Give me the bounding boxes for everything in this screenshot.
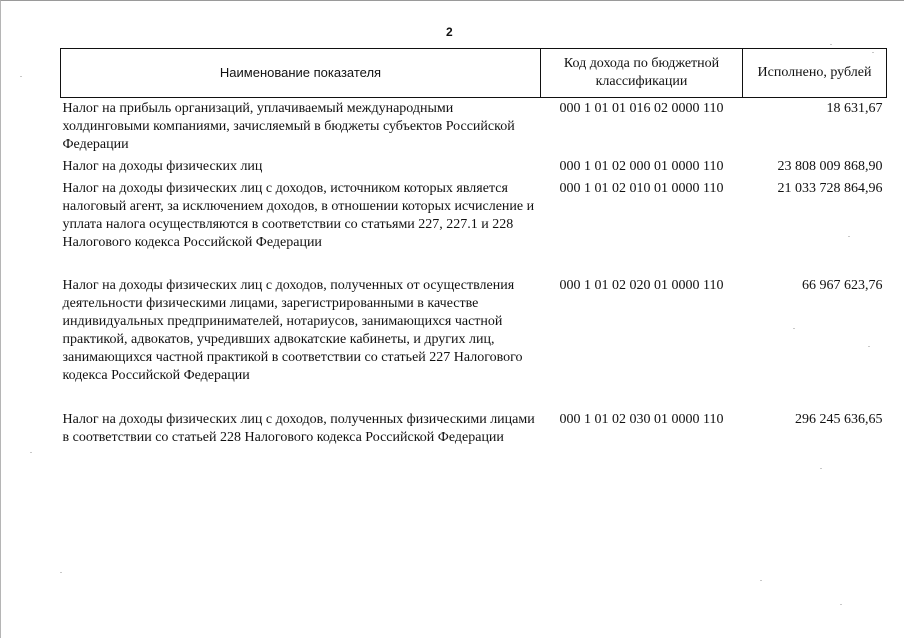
table-row: [61, 98, 887, 157]
row-code: 000 1 01 02 030 01 0000 110: [559, 412, 724, 427]
scan-speck: [30, 452, 32, 453]
row-amount: 18 631,67: [826, 101, 883, 116]
header-executed-amount: Исполнено, рублей: [743, 49, 887, 98]
table-row: [61, 178, 887, 275]
row-name: Налог на доходы физических лиц: [62, 159, 263, 174]
revenue-table: [60, 48, 887, 467]
scan-speck: [60, 572, 62, 573]
row-name: Налог на доходы физических лиц с доходов, полученных от осуществления деятельности физическими лицами, зарегистрированными в качестве индивидуальных предпринимателей, нотариусов, занимающихся частной практикой, адвокатов, учредивших адвокатские кабинеты, и других лиц, занимающихся частной практикой в соответствии со статьей 227 Налогового кодекса Российской Федерации: [62, 278, 523, 383]
scan-speck: [840, 604, 842, 605]
row-name: Налог на доходы физических лиц с доходов, полученных физическими лицами в соответствии со статьей 228 Налогового кодекса Российской Федерации: [62, 412, 535, 445]
row-code: 000 1 01 02 020 01 0000 110: [559, 278, 724, 293]
scan-speck: [760, 580, 762, 581]
table-row: [61, 275, 887, 409]
table-row: [61, 156, 887, 178]
row-amount: 23 808 009 868,90: [777, 159, 883, 174]
scan-speck: [793, 328, 795, 329]
row-name: Налог на доходы физических лиц с доходов, источником которых является налоговый агент, за исключением доходов, в отношении которых исчисление и уплата налога осуществляются в соответствии со статьями 227, 227.1 и 228 Налогового кодекса Российской Федерации: [62, 181, 535, 250]
row-amount: 21 033 728 864,96: [777, 181, 883, 196]
row-code: 000 1 01 01 016 02 0000 110: [559, 101, 724, 116]
row-amount: 296 245 636,65: [795, 412, 883, 427]
row-code: 000 1 01 02 000 01 0000 110: [559, 159, 724, 174]
scan-speck: [848, 236, 850, 237]
header-indicator-name: Наименование показателя: [61, 49, 541, 98]
scan-speck: [868, 346, 870, 347]
header-revenue-code: Код дохода по бюджетной классификации: [541, 49, 743, 98]
table-row: [61, 409, 887, 467]
scan-speck: [820, 468, 822, 469]
row-amount: 66 967 623,76: [802, 278, 883, 293]
table-header-row: [61, 49, 887, 98]
scan-speck: [20, 76, 22, 77]
scan-speck: [872, 52, 874, 53]
page-number: 2: [446, 25, 453, 39]
row-name: Налог на прибыль организаций, уплачиваемый международными холдинговыми компаниями, зачисляемый в бюджеты субъектов Российской Федерации: [62, 101, 515, 152]
row-code: 000 1 01 02 010 01 0000 110: [559, 181, 724, 196]
scan-speck: [830, 44, 832, 45]
